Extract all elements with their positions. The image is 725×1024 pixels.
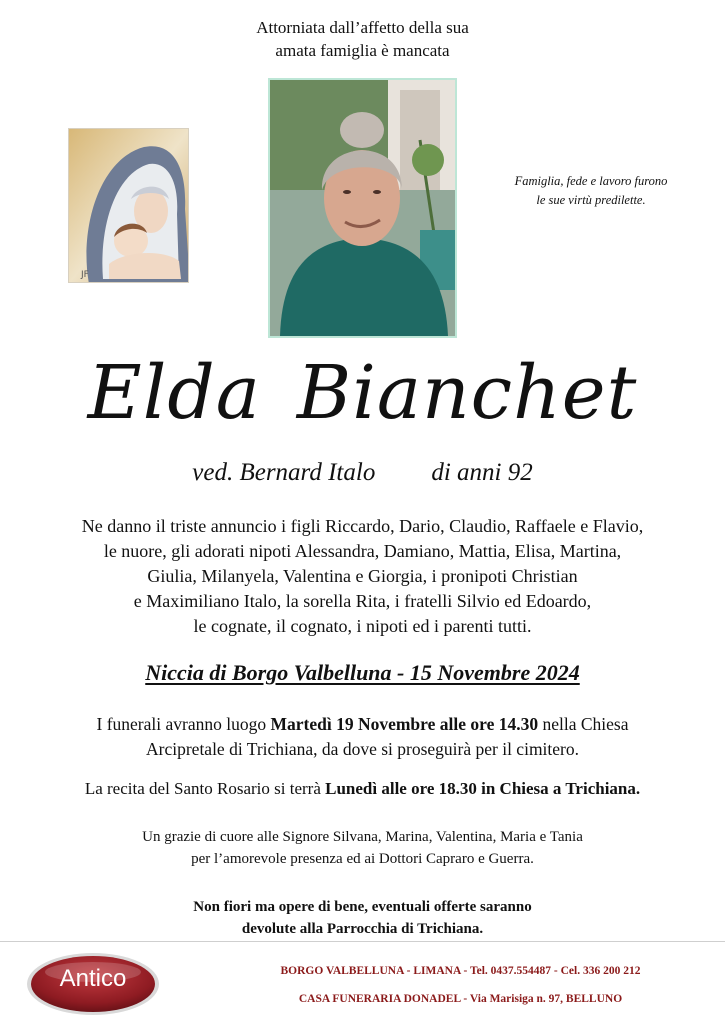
intro-line-1: Attorniata dall’affetto della sua [256,18,469,37]
donations-note [0,896,725,940]
donations-line-2: devolute alla Parrocchia di Trichiana. [241,921,484,937]
footer-contacts: BORGO VALBELLUNA - LIMANA - Tel. 0437.554487 - Cel. 336 200 212 [280,965,641,977]
svg-text:JF: JF [81,270,89,280]
announcement-line: le nuore, gli adorati nipoti Alessandra, Damiano, Mattia, Elisa, Martina, [103,541,622,561]
last-name: Bianchet [296,350,638,436]
announcement-line: e Maximiliano Italo, la sorella Rita, i fratelli Silvio ed Edoardo, [133,591,592,611]
first-name: Elda [87,350,261,436]
motto-line-1: Famiglia, fede e lavoro furono [514,174,668,188]
rosary-info [0,779,725,799]
widow-of: ved. Bernard Italo [192,459,376,486]
funeral-info [0,712,725,762]
thanks-line-2: per l’amorevole presenza ed ai Dottori Capraro e Guerra. [191,851,534,867]
thanks-text [0,826,725,870]
intro-line-2: amata famiglia è mancata [275,41,450,60]
footer-company: CASA FUNERARIA DONADEL [298,993,461,1005]
footer-street: - Via Marisiga n. 97, BELLUNO [460,993,623,1005]
age: di anni 92 [431,459,533,486]
footer-divider [0,941,725,942]
announcement-line: Giulia, Milanyela, Valentina e Giorgia, i pronipoti Christian [147,566,578,586]
subtitle [0,459,725,487]
rosary-pre: La recita del Santo Rosario si terrà [84,779,326,798]
place-date-text: Niccia di Borgo Valbelluna - 15 Novembre 2024 [145,660,580,685]
thanks-line-1: Un grazie di cuore alle Signore Silvana, Marina, Valentina, Maria e Tania [142,829,583,845]
footer-address [196,993,725,1005]
portrait-photo [268,78,457,338]
motto-line-2: le sue virtù predilette. [536,193,646,207]
announcement-line: le cognate, il cognato, i nipoti ed i parenti tutti. [193,616,532,636]
logo-text: Antico [59,965,127,992]
donations-line-1: Non fiori ma opere di bene, eventuali offerte saranno [193,899,532,915]
motto-text [496,172,686,210]
place-date [0,660,725,686]
funeral-datetime: Martedì 19 Novembre alle ore 14.30 [270,714,539,734]
rosary-datetime: Lunedì alle ore 18.30 in Chiesa a Trichiana. [325,779,641,798]
announcement [0,514,725,639]
deceased-name [0,350,725,436]
madonna-image [68,128,189,283]
intro-text [0,16,725,62]
funeral-post: nella Chiesa [538,714,629,734]
announcement-line: Ne danno il triste annuncio i figli Riccardo, Dario, Claudio, Raffaele e Flavio, [81,516,644,536]
funeral-line-1 [0,712,725,737]
funeral-pre: I funerali avranno luogo [96,714,271,734]
funeral-line-2: Arcipretale di Trichiana, da dove si proseguirà per il cimitero. [146,739,579,759]
